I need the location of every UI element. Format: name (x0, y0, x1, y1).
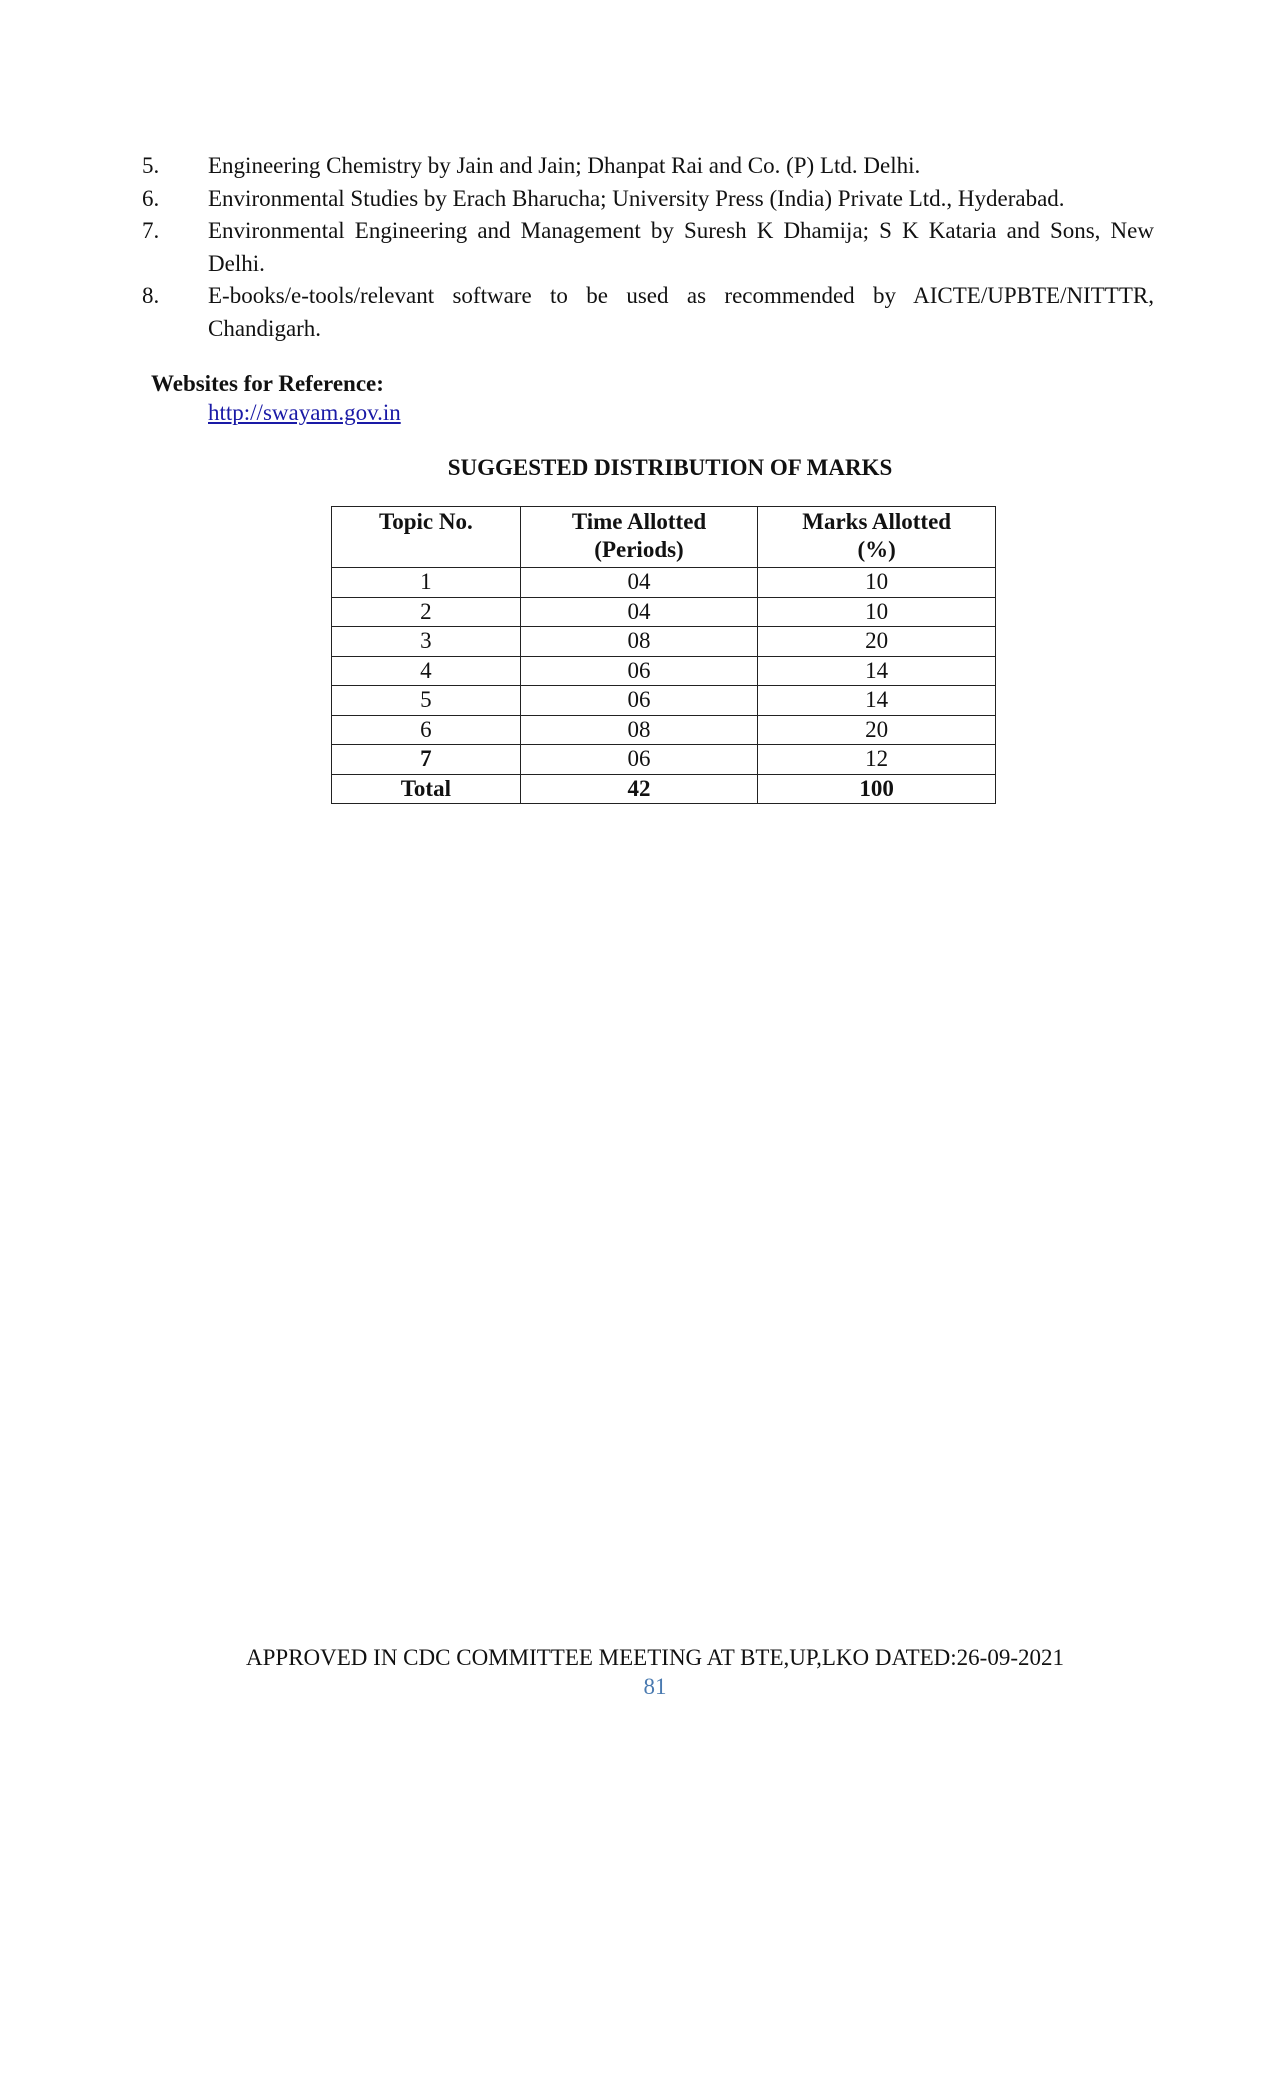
table-header-row (332, 507, 996, 568)
header-topic-no (332, 507, 521, 568)
swayam-link[interactable]: http://swayam.gov.in (208, 400, 401, 425)
time-cell: 04 (520, 597, 758, 627)
header-topic-label: Topic No. (378, 509, 473, 534)
page-number: 81 (643, 1674, 667, 1699)
reference-text: Environmental Engineering and Management by Suresh K Dhamija; S K Kataria and Sons, New Delhi. (208, 218, 1154, 276)
table-row (332, 597, 996, 627)
reference-number: 6. (142, 185, 160, 211)
table-row (332, 568, 996, 598)
reference-number: 7. (142, 218, 160, 243)
total-label-cell: Total (332, 774, 521, 804)
reference-item (142, 183, 1154, 216)
time-cell: 06 (520, 745, 758, 775)
reference-number: 8. (142, 283, 160, 308)
table-row (332, 656, 996, 686)
topic-cell: 1 (332, 568, 521, 598)
table-title: SUGGESTED DISTRIBUTION OF MARKS (447, 455, 893, 480)
table-row (332, 745, 996, 775)
table-total-row (332, 774, 996, 804)
table-row (332, 686, 996, 716)
total-marks-cell: 100 (758, 774, 996, 804)
marks-cell: 12 (758, 745, 996, 775)
table-row (332, 627, 996, 657)
time-cell: 04 (520, 568, 758, 598)
reference-text: Environmental Studies by Erach Bharucha; University Press (India) Private Ltd., Hyderabad. (208, 185, 1065, 211)
websites-heading: Websites for Reference: (151, 371, 384, 396)
time-cell: 06 (520, 656, 758, 686)
topic-cell: 2 (332, 597, 521, 627)
approval-footer: APPROVED IN CDC COMMITTEE MEETING AT BTE,UP,LKO DATED:26-09-2021 (246, 1645, 1064, 1670)
topic-cell: 7 (332, 745, 521, 775)
reference-text: E-books/e-tools/relevant software to be used as recommended by AICTE/UPBTE/NITTTR, Chandigarh. (208, 283, 1154, 341)
marks-cell: 20 (758, 627, 996, 657)
header-marks-allotted (758, 507, 996, 568)
reference-item (142, 150, 1154, 183)
topic-cell: 6 (332, 715, 521, 745)
header-marks-label: Marks Allotted (802, 509, 952, 534)
marks-distribution-table (331, 506, 996, 804)
marks-cell: 10 (758, 568, 996, 598)
topic-cell: 3 (332, 627, 521, 657)
reference-text: Engineering Chemistry by Jain and Jain; Dhanpat Rai and Co. (P) Ltd. Delhi. (208, 153, 921, 178)
reference-item (142, 280, 1154, 345)
header-marks-unit: (%) (857, 537, 896, 562)
total-time-cell: 42 (520, 774, 758, 804)
time-cell: 08 (520, 627, 758, 657)
marks-cell: 20 (758, 715, 996, 745)
header-time-allotted (520, 507, 758, 568)
marks-cell: 10 (758, 597, 996, 627)
reference-list (142, 150, 1154, 345)
table-row (332, 715, 996, 745)
marks-cell: 14 (758, 686, 996, 716)
topic-cell: 4 (332, 656, 521, 686)
header-time-label: Time Allotted (571, 509, 707, 534)
time-cell: 08 (520, 715, 758, 745)
marks-cell: 14 (758, 656, 996, 686)
reference-number: 5. (142, 153, 160, 178)
time-cell: 06 (520, 686, 758, 716)
reference-item (142, 215, 1154, 280)
header-time-unit: (Periods) (594, 537, 684, 562)
topic-cell: 5 (332, 686, 521, 716)
